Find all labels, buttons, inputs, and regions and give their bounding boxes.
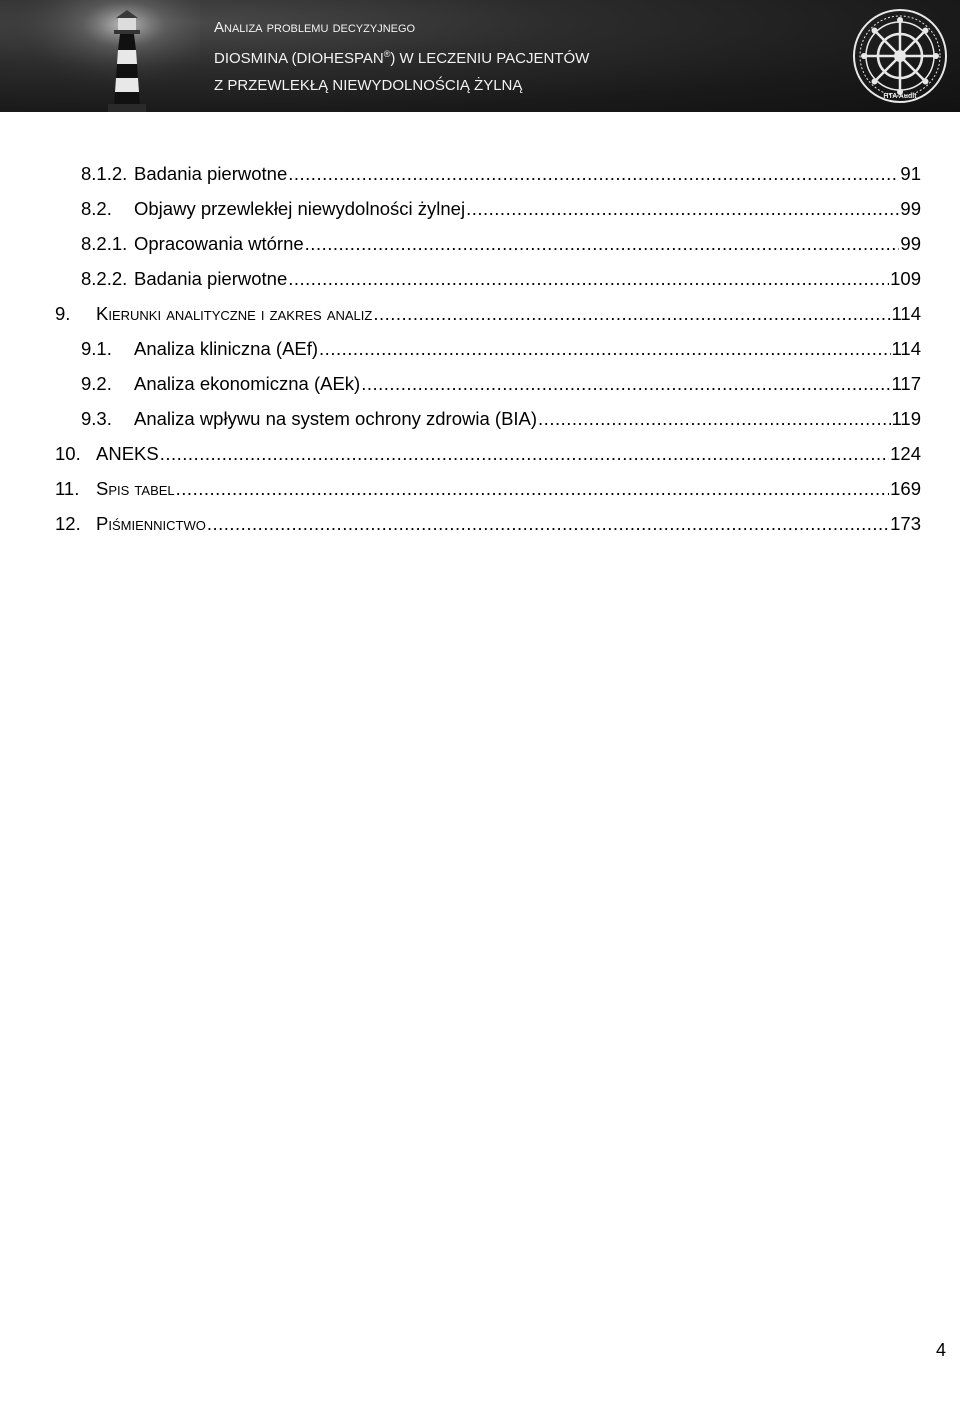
toc-entry-number: 11.	[55, 478, 80, 499]
dot-leader	[319, 331, 890, 366]
toc-entry-page: 117	[891, 373, 921, 394]
dot-leader	[373, 296, 890, 331]
footer-contact	[0, 1408, 960, 1428]
toc-entry-page: 99	[900, 198, 921, 219]
footer-company: HTA Audit Stabrawa, Łanda Sp.j.	[364, 1369, 596, 1386]
toc-entry-number: 8.2.1.	[81, 233, 128, 254]
toc-entry-number: 9.1.	[81, 338, 112, 359]
title-line-2	[214, 41, 814, 72]
dot-leader	[207, 506, 889, 541]
toc-entry[interactable]	[55, 506, 921, 541]
toc-entry-page: 124	[890, 443, 921, 464]
toc-entry[interactable]	[55, 436, 921, 471]
title-line-2-text-end: ) W LECZENIU PACJENTÓW	[390, 50, 590, 67]
dot-leader	[538, 401, 890, 436]
toc-entry-page: 91	[900, 163, 921, 184]
toc-entry-page: 114	[891, 338, 921, 359]
footer-address: Adres do korespondencji: ul. Starowiślna 8/2, 31-032 Kraków	[277, 1389, 683, 1406]
toc-entry[interactable]	[55, 156, 921, 191]
toc-entry-page: 173	[890, 513, 921, 534]
toc-entry-number: 8.2.	[81, 198, 112, 219]
toc-entry-page: 99	[900, 233, 921, 254]
toc-entry-number: 12.	[55, 513, 81, 534]
toc-entry-title: Piśmiennictwo	[96, 513, 206, 534]
hta-audit-seal-logo	[852, 8, 948, 104]
toc-entry[interactable]	[55, 226, 921, 261]
dot-leader	[305, 226, 900, 261]
toc-entry[interactable]	[55, 331, 921, 366]
footer-separator: ,	[572, 1409, 581, 1426]
lighthouse-image	[0, 0, 200, 112]
toc-entry-page: 169	[890, 478, 921, 499]
footer-contact-prefix: tel. 12/42 22 381, e-mail:	[252, 1409, 423, 1426]
toc-entry-title: Badania pierwotne	[134, 268, 288, 289]
dot-leader	[361, 366, 890, 401]
dot-leader	[176, 471, 889, 506]
dot-leader	[466, 191, 899, 226]
toc-entry[interactable]	[55, 366, 921, 401]
title-line-3: Z PRZEWLEKŁĄ NIEWYDOLNOŚCIĄ ŻYLNĄ	[214, 77, 523, 94]
toc-entry[interactable]	[55, 191, 921, 226]
toc-entry[interactable]	[55, 261, 921, 296]
svg-text:HTA Audit: HTA Audit	[883, 93, 917, 100]
email-link-landa[interactable]: landa@htaaudit.eu	[580, 1409, 708, 1426]
toc-entry-title: Objawy przewlekłej niewydolności żylnej	[134, 198, 466, 219]
toc-entry-title: Analiza ekonomiczna (AEk)	[134, 373, 361, 394]
toc-entry-number: 8.2.2.	[81, 268, 128, 289]
toc-entry-title: Analiza kliniczna (AEf)	[134, 338, 319, 359]
toc-entry-page: 119	[891, 408, 921, 429]
toc-entry-page: 109	[890, 268, 921, 289]
toc-entry-title: Kierunki analityczne i zakres analiz	[96, 303, 373, 324]
toc-entry-title: ANEKS	[96, 443, 159, 464]
toc-entry-number: 9.	[55, 303, 71, 324]
toc-entry[interactable]	[55, 296, 921, 331]
toc-entry[interactable]	[55, 471, 921, 506]
toc-entry-title: Spis tabel	[96, 478, 175, 499]
toc-entry-number: 9.3.	[81, 408, 112, 429]
dot-leader	[160, 436, 889, 471]
toc-entry-number: 8.1.2.	[81, 163, 128, 184]
dot-leader	[288, 261, 889, 296]
toc-entry-number: 10.	[55, 443, 81, 464]
dot-leader	[288, 156, 899, 191]
registered-mark: ®	[383, 49, 391, 59]
toc-entry-page: 114	[891, 303, 921, 324]
email-link-stabrawa[interactable]: stabrawa@htaaudit.eu	[422, 1409, 573, 1426]
toc-entry-title: Opracowania wtórne	[134, 233, 304, 254]
page-number: 4	[935, 1340, 946, 1360]
table-of-contents	[55, 156, 921, 541]
toc-entry-number: 9.2.	[81, 373, 112, 394]
title-line-2-text: DIOSMINA (DIOHESPAN	[214, 50, 384, 67]
toc-entry-title: Analiza wpływu na system ochrony zdrowia (BIA)	[134, 408, 538, 429]
toc-entry[interactable]	[55, 401, 921, 436]
header-banner	[0, 0, 960, 112]
toc-entry-title: Badania pierwotne	[134, 163, 288, 184]
document-title	[214, 14, 814, 99]
page-footer	[0, 1368, 960, 1428]
title-line-1: Analiza problemu decyzyjnego	[214, 19, 416, 36]
